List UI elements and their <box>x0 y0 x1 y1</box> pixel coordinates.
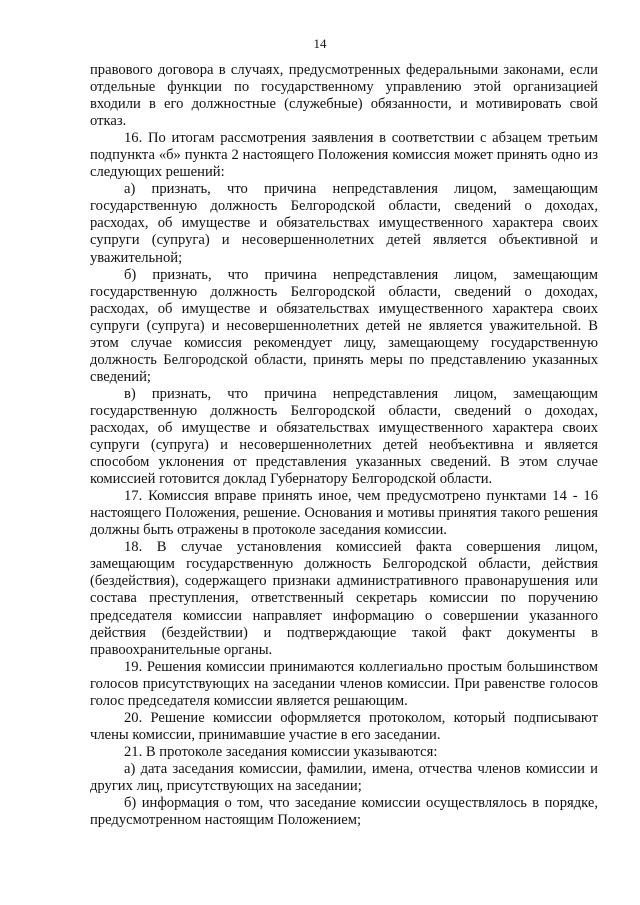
paragraph-item-21-b: б) информация о том, что заседание комиссии осуществлялось в порядке, предусмотренном настоящим Положением; <box>90 795 598 829</box>
paragraph-item-20: 20. Решение комиссии оформляется протоколом, который подписывают члены комиссии, принимавшие участие в его заседании. <box>90 709 598 743</box>
paragraph-item-21: 21. В протоколе заседания комиссии указываются: <box>124 743 438 760</box>
paragraph-item-21-a: а) дата заседания комиссии, фамилии, имена, отчества членов комиссии и других лиц, присутствующих на заседании; <box>90 760 598 794</box>
paragraph-continuation: правового договора в случаях, предусмотренных федеральными законами, если отдельные функции по государственному управлению этой организацией входили в его должностные (служебные) обязанности, и мотивировать свой отказ. <box>90 62 598 130</box>
paragraph-subitem-v: в) признать, что причина непредставления лицом, замещающим государственную должность Белгородской области, сведений о доходах, расходах, об имуществе и обязательствах имущественного характера своих супруги (супруга) и несовершеннолетних детей необъективна и является способом уклонения от представления указанных сведений. В этом случае комиссией готовится доклад Губернатору Белгородской области. <box>90 385 598 488</box>
paragraph-item-17: 17. Комиссия вправе принять иное, чем предусмотрено пунктами 14 - 16 настоящего Положения, решение. Основания и мотивы принятия такого решения должны быть отражены в протоколе заседания комиссии. <box>90 488 598 539</box>
document-body <box>90 62 598 829</box>
paragraph-item-18: 18. В случае установления комиссией факта совершения лицом, замещающим государственную должность Белгородской области, действия (бездействия), содержащего признаки административного правонарушения или состава преступления, ответственный секретарь комиссии по поручению председателя комиссии направляет информацию о совершении указанного действия (бездействии) и подтверждающие такой факт документы в правоохранительные органы. <box>90 539 598 658</box>
page-number: 14 <box>313 36 327 51</box>
paragraph-item-19: 19. Решения комиссии принимаются коллегиально простым большинством голосов присутствующих на заседании членов комиссии. При равенстве голосов голос председателя комиссии является решающим. <box>90 658 598 709</box>
paragraph-item-16: 16. По итогам рассмотрения заявления в соответствии с абзацем третьим подпункта «б» пункта 2 настоящего Положения комиссия может принять одно из следующих решений: <box>90 130 598 181</box>
paragraph-subitem-b: б) признать, что причина непредставления лицом, замещающим государственную должность Белгородской области, сведений о доходах, расходах, об имуществе и обязательствах имущественного характера своих супруги (супруга) и несовершеннолетних детей не является уважительной. В этом случае комиссия рекомендует лицу, замещающему государственную должность Белгородской области, принять меры по представлению указанных сведений; <box>90 266 598 385</box>
paragraph-subitem-a: а) признать, что причина непредставления лицом, замещающим государственную должность Белгородской области, сведений о доходах, расходах, об имуществе и обязательствах имущественного характера своих супруги (супруга) и несовершеннолетних детей является объективной и уважительной; <box>90 181 598 266</box>
